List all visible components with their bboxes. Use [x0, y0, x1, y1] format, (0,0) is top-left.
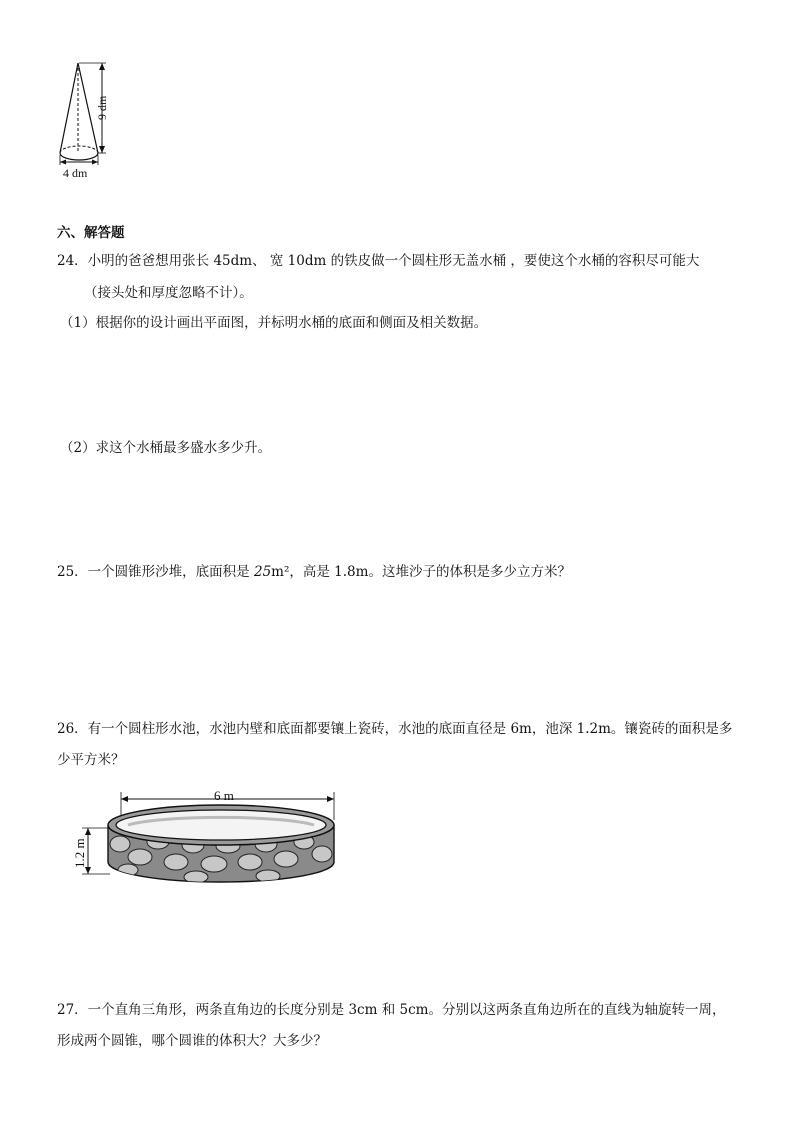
pool-diameter-label: 6 m: [214, 788, 234, 803]
cone-base-front: [60, 153, 98, 160]
q24-line1: 24．小明的爸爸想用张长 45dm、 宽 10dm 的铁皮做一个圆柱形无盖水桶 ，要使这个水桶的容积尽可能大: [57, 253, 700, 269]
q25-area-value: 25: [253, 564, 272, 580]
cone-left-side: [60, 63, 78, 153]
q24-line2: （接头处和厚度忽略不计）。: [84, 285, 253, 301]
q25-area-unit: m²: [271, 564, 290, 580]
q27-line1: 27．一个直角三角形，两条直角边的长度分别是 3cm 和 5cm。分别以这两条直角边所在的直线为轴旋转一周，: [57, 1002, 726, 1018]
q27-line2: 形成两个圆锥，哪个圆谁的体积大？大多少？: [57, 1033, 327, 1049]
q24-sub2: （2）求这个水桶最多盛水多少升。: [60, 440, 272, 456]
q26-line1: 26．有一个圆柱形水池，水池内壁和底面都要镶上瓷砖，水池的底面直径是 6m，池深 1.2m。镶瓷砖的面积是多: [57, 721, 733, 737]
section-heading: 六、解答题: [57, 225, 125, 241]
pool-figure: [68, 782, 358, 897]
q24-sub1: （1）根据你的设计画出平面图，并标明水桶的底面和侧面及相关数据。: [60, 315, 488, 331]
q25-text-before: 25．一个圆锥形沙堆，底面积是: [57, 564, 254, 580]
q25-line: [57, 563, 571, 581]
pool-depth-label: 1.2 m: [72, 838, 87, 868]
cone-base-back: [60, 146, 98, 153]
pool-water: [116, 810, 326, 840]
q26-line2: 少平方米？: [57, 752, 125, 768]
q25-text-after: ，高是 1.8m。这堆沙子的体积是多少立方米？: [289, 564, 571, 580]
cone-height-label: 9 dm: [95, 95, 109, 120]
cone-base-label: 4 dm: [63, 166, 88, 180]
